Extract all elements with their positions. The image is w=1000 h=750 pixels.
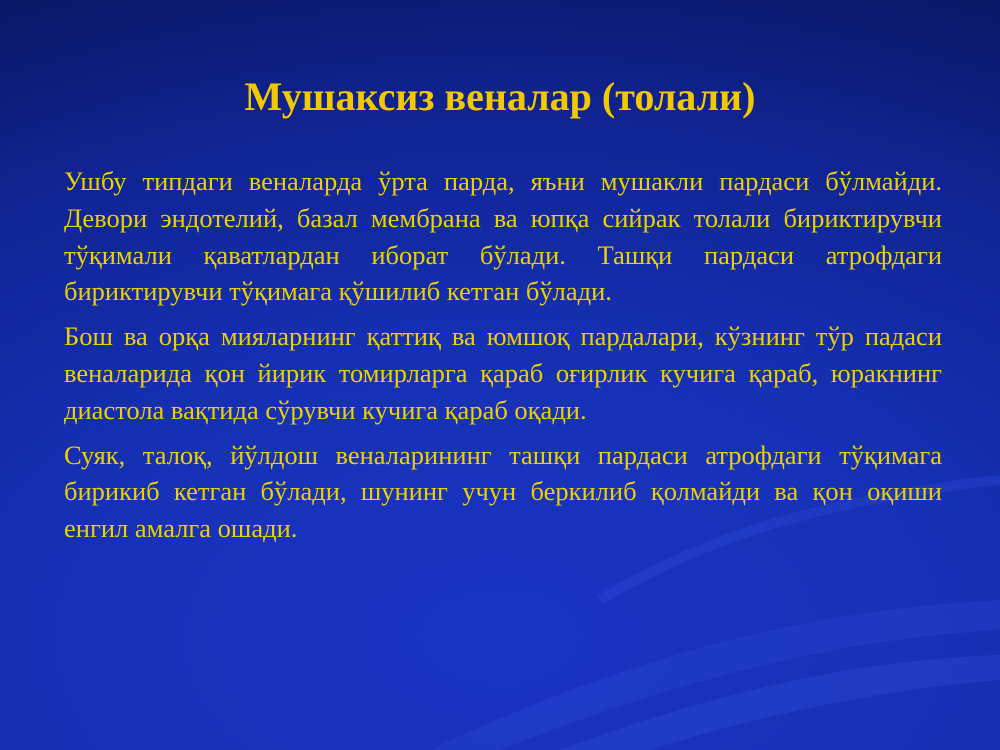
paragraph-2: Бош ва орқа мияларнинг қаттиқ ва юмшоқ пардалари, кўзнинг тўр падаси веналарида қон йирик томирларга қараб оғирлик кучига қараб, юракнинг диастола вақтида сўрувчи кучига қараб оқади. (64, 321, 942, 425)
slide-title: Мушаксиз веналар (толали) (244, 74, 756, 119)
paragraph-1: Ушбу типдаги веналарда ўрта парда, яъни мушакли пардаси бўлмайди. Девори эндотелий, базал мембрана ва юпқа сийрак толали бириктирувчи тўқимали қаватлардан иборат бўлади. Ташқи пардаси атрофдаги бириктирувчи тўқимага қўшилиб кетган бўлади. (64, 166, 942, 307)
slide-body (64, 163, 942, 555)
paragraph-3: Суяк, талоқ, йўлдош веналарининг ташқи пардаси атрофдаги тўқимага бирикиб кетган бўлади, шунинг учун беркилиб қолмайди ва қон оқиши енгил амалга ошади. (64, 439, 942, 544)
